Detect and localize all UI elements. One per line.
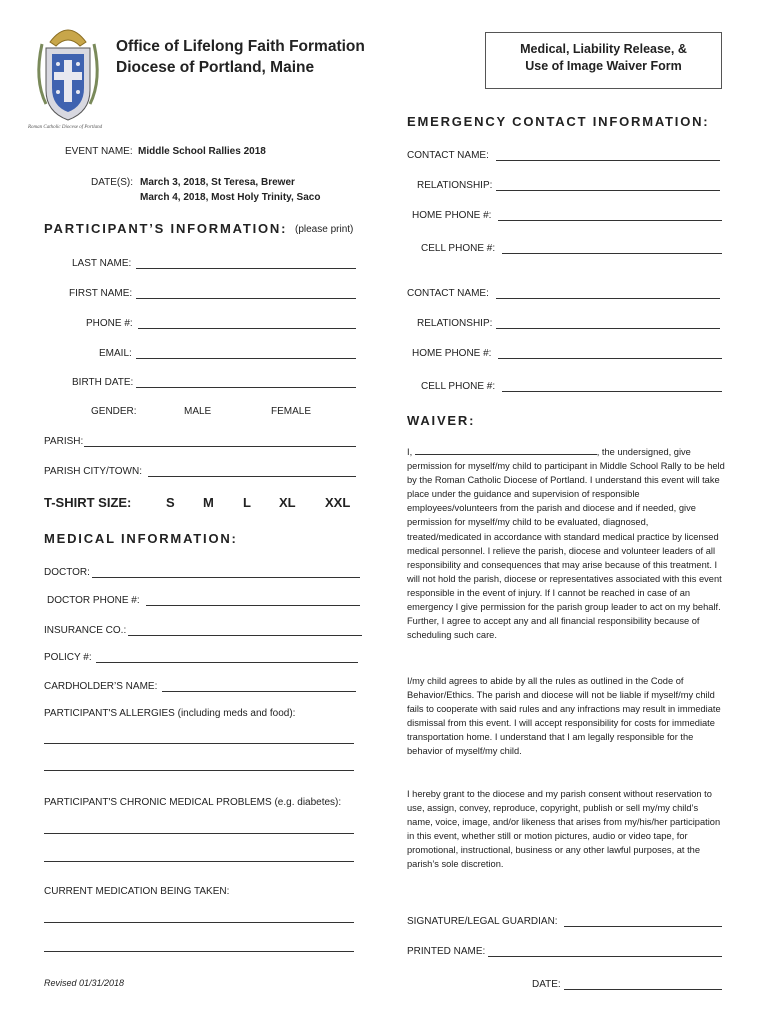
signature-label: SIGNATURE/LEGAL GUARDIAN: [407, 916, 558, 927]
participant-heading: PARTICIPANT’S INFORMATION: [44, 221, 288, 236]
doctor-label: DOCTOR: [44, 567, 90, 578]
cell-phone-label-2: CELL PHONE #: [421, 381, 496, 392]
first-name-field[interactable] [136, 298, 356, 299]
policy-label: POLICY #: [44, 652, 92, 663]
emergency-heading: EMERGENCY CONTACT INFORMATION: [407, 114, 710, 129]
first-name-label: FIRST NAME: [69, 288, 133, 299]
waiver-p1-rest: , the undersigned, give permission for myself/my child to participant in Middle School Rally to be held by the Roman Catholic Diocese of Portland. I understand this event will take place under the guidance and supervision of responsible employees/volunteers from the parish and diocese and if needed, give permission for myself/my child to be evaluated, diagnosed, treated/medicated in accordance with standard medical practice by licensed medical personnel. I relieve the parish, diocese and volunteer leaders of all responsibility and consequences that may arise because of this treatment. I will not hold the parish, diocese or representatives associated with this event responsible in the event of injury. If I cannot be reached in case of an emergency I give permission for the parish group leader to act on my behalf. Further, I agree to accept any and all financial responsibility because of scheduling such care. [407, 447, 725, 641]
event-date-1: March 3, 2018, St Teresa, Brewer [140, 177, 295, 188]
medication-line-2[interactable] [44, 951, 354, 952]
last-name-label: LAST NAME: [72, 258, 132, 269]
phone-field[interactable] [138, 328, 356, 329]
gender-male-option[interactable]: MALE [184, 406, 212, 417]
chronic-line-2[interactable] [44, 861, 354, 862]
cell-phone-label-1: CELL PHONE #: [421, 243, 496, 254]
medication-line-1[interactable] [44, 922, 354, 923]
cardholder-field[interactable] [162, 691, 356, 692]
date-field[interactable] [564, 989, 722, 990]
policy-field[interactable] [96, 662, 358, 663]
insurance-label: INSURANCE CO.: [44, 625, 127, 636]
relationship-label-2: RELATIONSHIP: [417, 318, 493, 329]
allergies-line-1[interactable] [44, 743, 354, 744]
form-title-line2: Use of Image Waiver Form [525, 59, 682, 73]
date-label: DATE: [532, 979, 561, 990]
medication-label: CURRENT MEDICATION BEING TAKEN: [44, 886, 230, 897]
form-title-line1: Medical, Liability Release, & [520, 42, 687, 56]
home-phone-field-1[interactable] [498, 220, 722, 221]
cardholder-label: CARDHOLDER’S NAME: [44, 681, 158, 692]
event-name-label: EVENT NAME: [65, 146, 133, 157]
cell-phone-field-1[interactable] [502, 253, 722, 254]
waiver-paragraph-3: I hereby grant to the diocese and my parish consent without reservation to use, assign, convey, reproduce, copyright, publish or sell my/my child’s name, voice, image, and/or likeness that arises from my/his/her participation in this event, whether still or motion pictures, audio or video tape, for promotional, instructional, business or any other lawful purposes, at the parish’s sole discretion. [407, 789, 721, 870]
contact-name-label-2: CONTACT NAME: [407, 288, 489, 299]
last-name-field[interactable] [136, 268, 356, 269]
event-name-value: Middle School Rallies 2018 [138, 146, 266, 157]
medical-heading: MEDICAL INFORMATION: [44, 531, 238, 546]
allergies-label: PARTICIPANT'S ALLERGIES (including meds and food): [44, 708, 296, 719]
waiver-paragraph-1 [407, 445, 725, 642]
email-label: EMAIL: [99, 348, 132, 359]
tshirt-size-xxl[interactable]: XXL [325, 495, 351, 510]
allergies-line-2[interactable] [44, 770, 354, 771]
doctor-phone-field[interactable] [146, 605, 360, 606]
logo-caption: Roman Catholic Diocese of Portland [28, 125, 103, 130]
waiver-paragraph-2: I/my child agrees to abide by all the rules as outlined in the Code of Behavior/Ethics. The parish and diocese will not be liable if myself/my child fails to cooperate with said rules and any infractions may result in immediate dismissal from this event. I will accept responsibility for costs for immediate transportation home. I understand that I am legally responsible for the behavior of myself/my child. [407, 676, 721, 757]
contact-name-field-2[interactable] [496, 298, 720, 299]
relationship-label-1: RELATIONSHIP: [417, 180, 493, 191]
office-title-line2: Diocese of Portland, Maine [116, 59, 315, 76]
form-title-box [485, 32, 722, 89]
office-title-line1: Office of Lifelong Faith Formation [116, 38, 365, 55]
relationship-field-1[interactable] [496, 190, 720, 191]
parish-city-label: PARISH CITY/TOWN: [44, 466, 142, 477]
parish-field[interactable] [84, 446, 356, 447]
gender-female-option[interactable]: FEMALE [271, 406, 312, 417]
chronic-line-1[interactable] [44, 833, 354, 834]
doctor-phone-label: DOCTOR PHONE #: [47, 595, 140, 606]
gender-label: GENDER: [91, 406, 137, 417]
cell-phone-field-2[interactable] [502, 391, 722, 392]
birth-date-label: BIRTH DATE: [72, 377, 134, 388]
home-phone-field-2[interactable] [498, 358, 722, 359]
relationship-field-2[interactable] [496, 328, 720, 329]
signature-field[interactable] [564, 926, 722, 927]
printed-name-label: PRINTED NAME: [407, 946, 486, 957]
revised-date: Revised 01/31/2018 [44, 978, 125, 988]
contact-name-field-1[interactable] [496, 160, 720, 161]
event-dates-label: DATE(S): [91, 177, 134, 188]
tshirt-size-xl[interactable]: XL [279, 495, 296, 510]
tshirt-size-label: T-SHIRT SIZE: [44, 495, 132, 510]
waiver-name-field[interactable] [415, 445, 597, 455]
waiver-p1-start: I, [407, 447, 413, 457]
tshirt-size-l[interactable]: L [243, 495, 251, 510]
tshirt-size-m[interactable]: M [203, 495, 214, 510]
printed-name-field[interactable] [488, 956, 722, 957]
participant-heading-note: (please print) [295, 224, 354, 235]
parish-city-field[interactable] [148, 476, 356, 477]
parish-label: PARISH: [44, 436, 84, 447]
home-phone-label-1: HOME PHONE #: [412, 210, 492, 221]
email-field[interactable] [136, 358, 356, 359]
chronic-problems-label: PARTICIPANT'S CHRONIC MEDICAL PROBLEMS (e.g. diabetes): [44, 797, 342, 808]
phone-label: PHONE #: [86, 318, 133, 329]
diocese-seal-logo [30, 20, 106, 128]
tshirt-size-s[interactable]: S [166, 495, 175, 510]
home-phone-label-2: HOME PHONE #: [412, 348, 492, 359]
contact-name-label-1: CONTACT NAME: [407, 150, 489, 161]
event-date-2: March 4, 2018, Most Holy Trinity, Saco [140, 192, 321, 203]
birth-date-field[interactable] [136, 387, 356, 388]
insurance-field[interactable] [128, 635, 362, 636]
waiver-heading: WAIVER: [407, 413, 476, 428]
doctor-field[interactable] [92, 577, 360, 578]
